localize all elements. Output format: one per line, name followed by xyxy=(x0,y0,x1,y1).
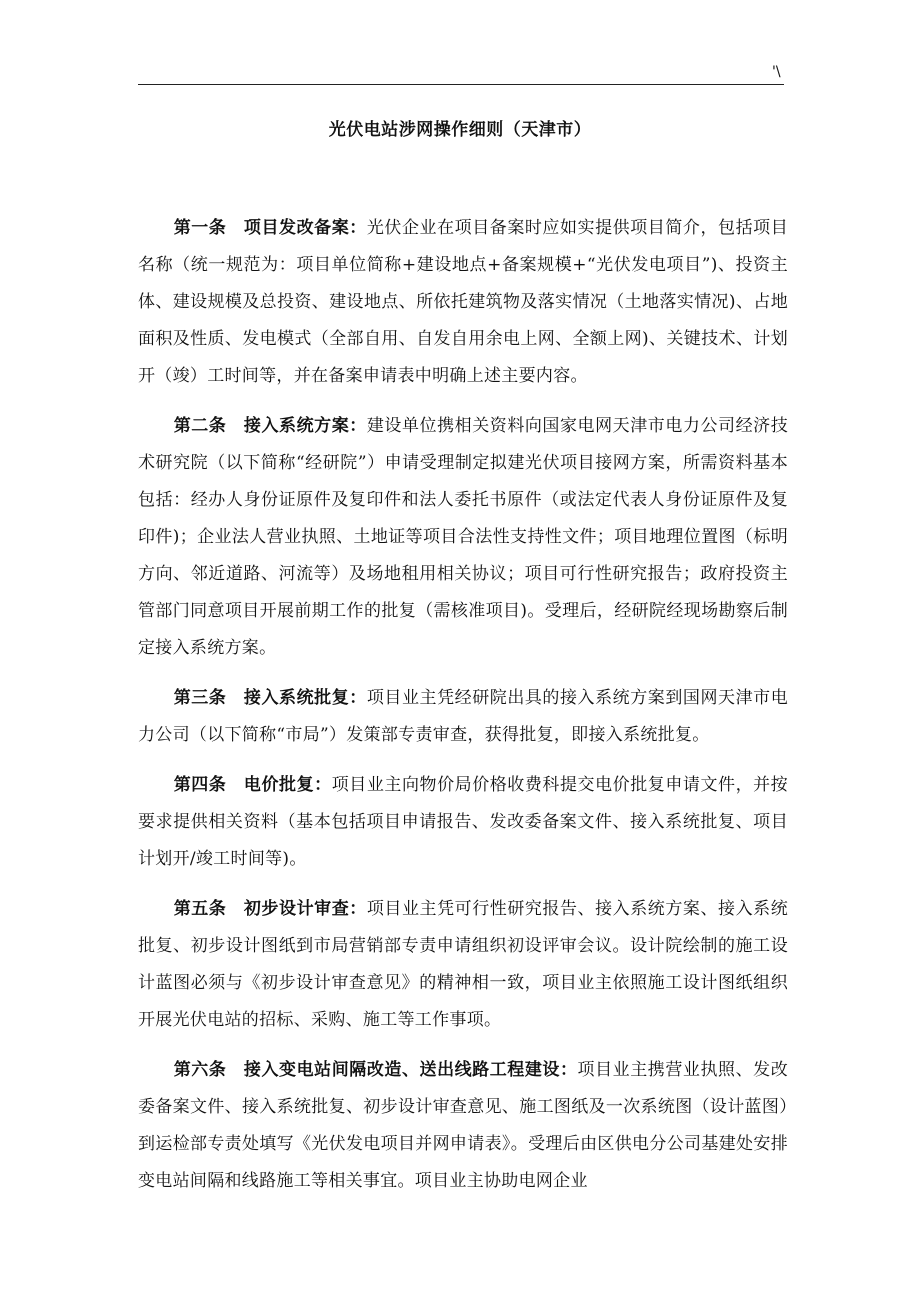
article-text: 项目业主凭可行性研究报告、接入系统方案、接入系统批复、初步设计图纸到市局营销部专责申请组织初设评审会议。设计院绘制的施工设计蓝图必须与《初步设计审查意见》的精神相一致，项目业主依照施工设计图纸组织开展光伏电站的招标、采购、施工等工作事项。 xyxy=(138,899,788,1030)
article-heading: 第三条 接入系统批复： xyxy=(173,688,367,708)
article-3 xyxy=(138,680,788,754)
document-title: 光伏电站涉网操作细则（天津市） xyxy=(328,120,592,140)
article-heading: 第六条 接入变电站间隔改造、送出线路工程建设： xyxy=(173,1060,578,1080)
article-6 xyxy=(138,1052,788,1200)
article-4 xyxy=(138,767,788,878)
article-text: 光伏企业在项目备案时应如实提供项目简介，包括项目名称（统一规范为：项目单位简称+建设地点+备案规模+“光伏发电项目”)、投资主体、建设规模及总投资、建设地点、所依托建筑物及落实情况（土地落实情况)、占地面积及性质、发电模式（全部自用、自发自用余电上网、全额上网)、关键技术、计划开（竣）工时间等，并在备案申请表中明确上述主要内容。 xyxy=(138,218,788,386)
article-heading: 第四条 电价批复： xyxy=(173,775,332,795)
article-2 xyxy=(138,408,788,667)
article-text: 项目业主向物价局价格收费科提交电价批复申请文件，并按要求提供相关资料（基本包括项目申请报告、发改委备案文件、接入系统批复、项目计划开/竣工时间等)。 xyxy=(138,775,788,869)
article-text: 项目业主凭经研院出具的接入系统方案到国网天津市电力公司（以下简称“市局”）发策部专责审查，获得批复，即接入系统批复。 xyxy=(138,688,788,745)
document-body xyxy=(138,210,788,1213)
article-text: 项目业主携营业执照、发改委备案文件、接入系统批复、初步设计审查意见、施工图纸及一次系统图（设计蓝图）到运检部专责处填写《光伏发电项目并网申请表》。受理后由区供电分公司基建处安排变电站间隔和线路施工等相关事宜。项目业主协助电网企业 xyxy=(138,1060,788,1191)
article-text: 建设单位携相关资料向国家电网天津市电力公司经济技术研究院（以下简称“经研院”）申请受理制定拟建光伏项目接网方案，所需资料基本包括：经办人身份证原件及复印件和法人委托书原件（或法定代表人身份证原件及复印件)；企业法人营业执照、土地证等项目合法性支持性文件；项目地理位置图（标明方向、邻近道路、河流等）及场地租用相关协议；项目可行性研究报告；政府投资主管部门同意项目开展前期工作的批复（需核准项目)。受理后，经研院经现场勘察后制定接入系统方案。 xyxy=(138,416,788,658)
article-heading: 第五条 初步设计审查： xyxy=(173,899,367,919)
header-mark: '\ xyxy=(772,64,781,80)
article-5 xyxy=(138,891,788,1039)
article-1 xyxy=(138,210,788,395)
article-heading: 第二条 接入系统方案： xyxy=(173,416,367,436)
article-heading: 第一条 项目发改备案： xyxy=(173,218,367,238)
header-rule xyxy=(138,84,784,85)
